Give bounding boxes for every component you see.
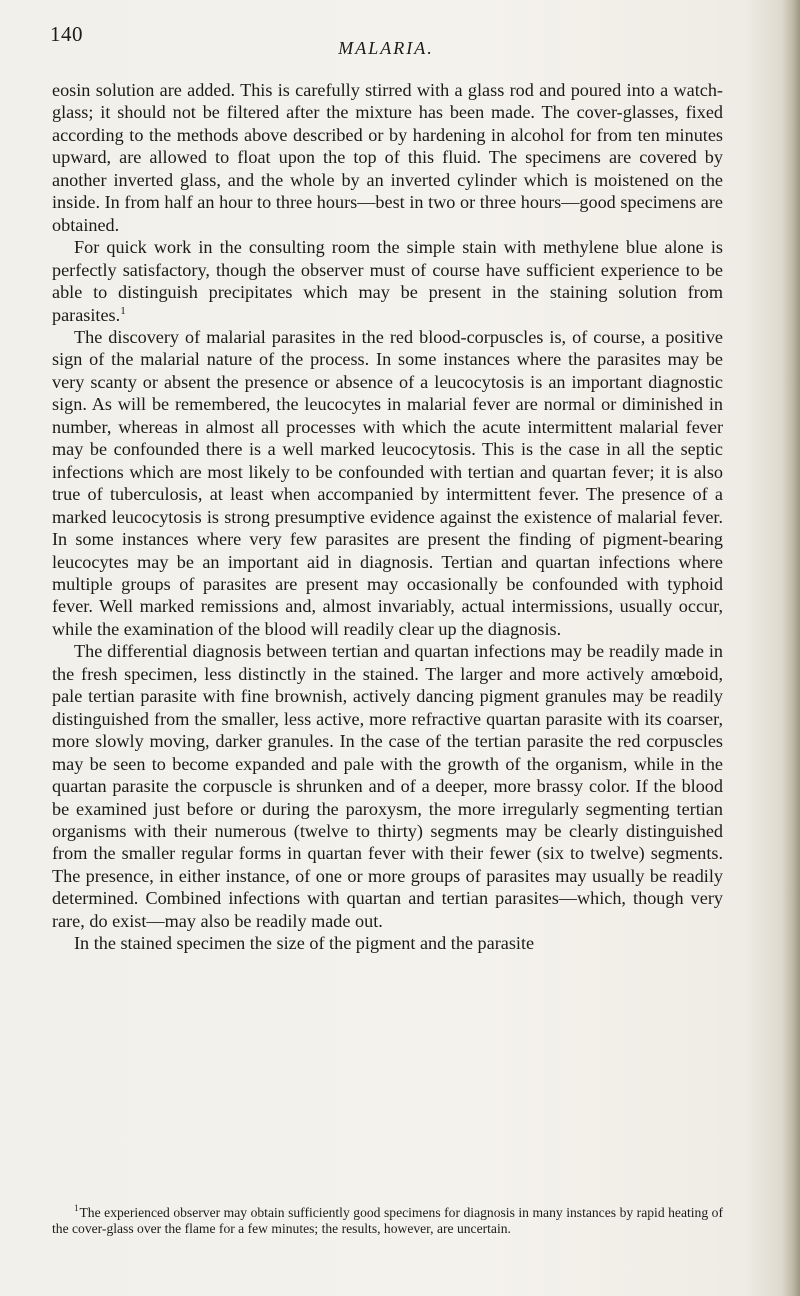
paragraph-text: In the stained specimen the size of the pigment and the parasite — [74, 933, 535, 954]
paragraph-text: eosin solution are added. This is carefully stirred with a glass rod and poured into a watch-glass; it should not be filtered after the mixture has been made. The cover-glasses, fixed according to the methods above described or by hardening in alcohol for from ten minutes upward, are allowed to float upon the top of this fluid. The specimens are covered by another inverted glass, and the whole by an inverted cylinder which is moistened on the inside. In from half an hour to three hours—best in two or three hours—good specimens are obtained. — [52, 80, 723, 235]
footnote-reference: 1 — [120, 304, 126, 317]
body-text — [52, 79, 723, 955]
running-title: MALARIA. — [338, 38, 434, 58]
footnote-text: The experienced observer may obtain sufficiently good specimens for diagnosis in many instances by rapid heating of the cover-glass over the flame for a few minutes; the results, however, are uncertain. — [52, 1205, 723, 1236]
paragraph-discovery — [52, 326, 723, 640]
footnote-mark: 1 — [74, 1203, 79, 1214]
footnote-paragraph — [52, 1205, 723, 1237]
paragraph-quick-work — [52, 236, 723, 326]
paragraph-text: For quick work in the consulting room the simple stain with methylene blue alone is perfectly satisfactory, though the observer must of course have sufficient experience to be able to distinguish precipitates which may be present in the staining solution from parasites. — [52, 237, 723, 325]
paragraph-differential-diagnosis — [52, 640, 723, 932]
page-number: 140 — [50, 22, 83, 46]
paragraph-text: The discovery of malarial parasites in the red blood-corpuscles is, of course, a positive sign of the malarial nature of the process. In some instances where the parasites may be very scanty or absent the presence or absence of a leucocytosis is an important diagnostic sign. As will be remembered, the leucocytes in malarial fever are normal or diminished in number, whereas in almost all processes with which the acute intermittent malarial fever may be confounded there is a well marked leucocytosis. This is the case in all the septic infections which are most likely to be confounded with tertian and quartan fever; it is also true of tuberculosis, at least when accompanied by intermittent fever. The presence of a marked leucocytosis is strong presumptive evidence against the existence of malarial fever. In some instances where very few parasites are present the finding of pigment-bearing leucocytes may be an important aid in diagnosis. Tertian and quartan infections where multiple groups of parasites are present may occasionally be confounded with typhoid fever. Well marked remissions and, almost invariably, actual intermissions, usually occur, while the examination of the blood will readily clear up the diagnosis. — [52, 326, 723, 639]
running-head — [50, 22, 722, 58]
paragraph-text: The differential diagnosis between tertian and quartan infections may be readily made in the fresh specimen, less distinctly in the stained. The larger and more actively amœboid, pale tertian parasite with fine brownish, actively dancing pigment granules may be readily distinguished from the smaller, less active, more refractive quartan parasite with its coarser, more slowly moving, darker granules. In the case of the tertian parasite the red corpuscles may be seen to become expanded and pale with the growth of the organism, while in the quartan parasite the corpuscle is shrunken and of a deeper, more brassy color. If the blood be examined just before or during the paroxysm, the more irregularly segmenting tertian organisms with their numerous (twelve to thirty) segments may be clearly distinguished from the smaller regular forms in quartan fever with their fewer (six to twelve) segments. The presence, in either instance, of one or more groups of parasites may usually be readily determined. Combined infections with quartan and tertian parasites—which, though very rare, do exist—may also be readily made out. — [52, 641, 723, 931]
paragraph-staining-method — [52, 79, 723, 236]
footnote — [52, 1205, 723, 1237]
page-edge-shadow — [782, 0, 800, 1296]
paragraph-stained-specimen — [52, 932, 723, 954]
